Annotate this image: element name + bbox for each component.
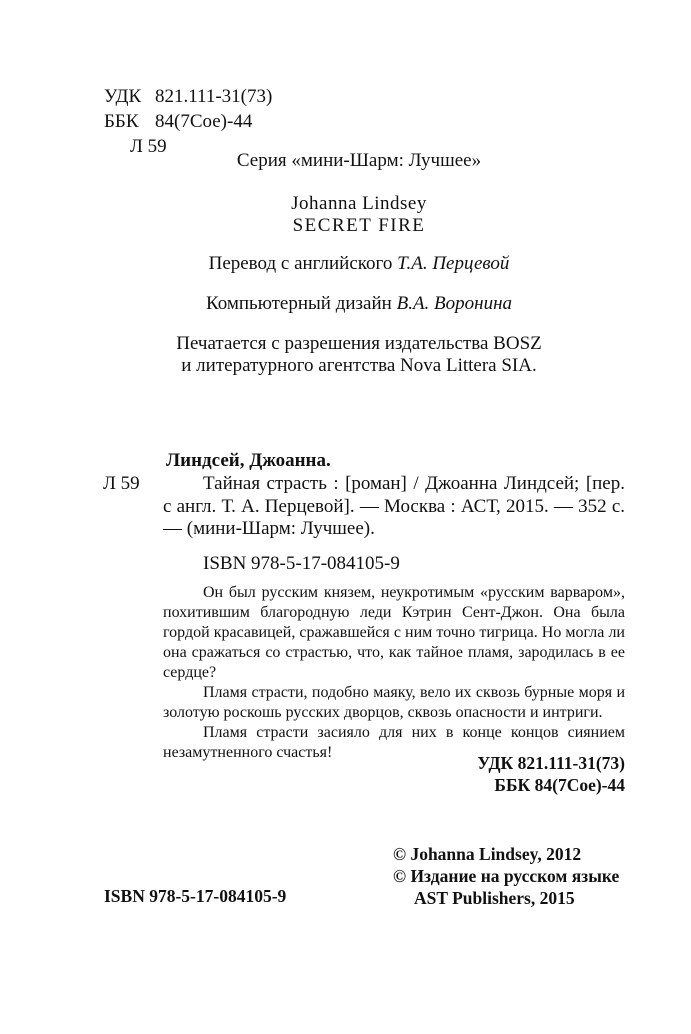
annotation-paragraph: Пламя страсти, подобно маяку, вело их сквозь бурные моря и золотую роскошь русских дворцов, сквозь опасности и интриги. <box>163 684 625 721</box>
bottom-codes-block <box>163 752 625 796</box>
copyright-line-publisher: AST Publishers, 2015 <box>414 888 575 908</box>
udk-label: УДК <box>104 86 142 107</box>
annotation-paragraph: Пламя страсти засияло для них в конце концов сиянием незамутненного счастья! <box>163 724 625 761</box>
udk-bottom: УДК 821.111-31(73) <box>477 753 625 773</box>
catalog-author-sign: Л 59 <box>103 473 140 494</box>
annotation-block <box>163 583 625 763</box>
permission-line-1: Печатается с разрешения издательства BOSZ <box>176 333 542 354</box>
original-edition-block <box>27 193 691 237</box>
copyright-line-author: © Johanna Lindsey, 2012 <box>393 844 582 864</box>
translator-name: Т.А. Перцевой <box>397 253 510 274</box>
design-credit-prefix: Компьютерный дизайн <box>205 293 397 314</box>
copyright-line-edition: © Издание на русском языке <box>393 866 620 886</box>
bbk-value: 84(7Сое)-44 <box>155 111 253 132</box>
udk-value: 821.111-31(73) <box>155 86 273 107</box>
translation-credit-prefix: Перевод с английского <box>208 253 398 274</box>
original-title: SECRET FIRE <box>292 215 426 236</box>
author-sign: Л 59 <box>130 136 167 157</box>
catalog-isbn: ISBN 978-5-17-084105-9 <box>203 553 400 574</box>
bbk-code-row <box>104 109 272 134</box>
isbn-bottom: ISBN 978-5-17-084105-9 <box>104 886 287 906</box>
annotation-paragraph: Он был русским князем, неукротимым «русским варваром», похитившим благородную леди Кэтрин Сент-Джон. Она была гордой красавицей, сражавшейся с ним точно тигрица. Но могла ли она сражаться со страстью, что, как тайное пламя, зародилась в ее сердце? <box>163 584 625 681</box>
bbk-label: ББК <box>104 111 139 132</box>
design-credit <box>27 293 691 315</box>
catalog-author-heading: Линдсей, Джоанна. <box>166 450 331 471</box>
top-codes-block <box>104 84 272 159</box>
original-author: Johanna Lindsey <box>291 193 427 214</box>
designer-name: В.А. Воронина <box>396 293 513 314</box>
copyright-block <box>393 843 619 909</box>
udk-code-row <box>104 84 272 109</box>
translation-credit <box>27 253 691 275</box>
permission-notice <box>27 333 691 377</box>
catalog-description: Тайная страсть : [роман] / Джоанна Линдсей; [пер. с англ. Т. А. Перцевой]. — Москва : АСТ, 2015. — 352 с. — (мини-Шарм: Лучшее). <box>163 473 625 539</box>
permission-line-2: и литературного агентства Nova Littera SIA. <box>181 355 537 376</box>
series-line: Серия «мини-Шарм: Лучшее» <box>236 150 482 171</box>
bbk-bottom: ББК 84(7Сое)-44 <box>494 775 625 795</box>
